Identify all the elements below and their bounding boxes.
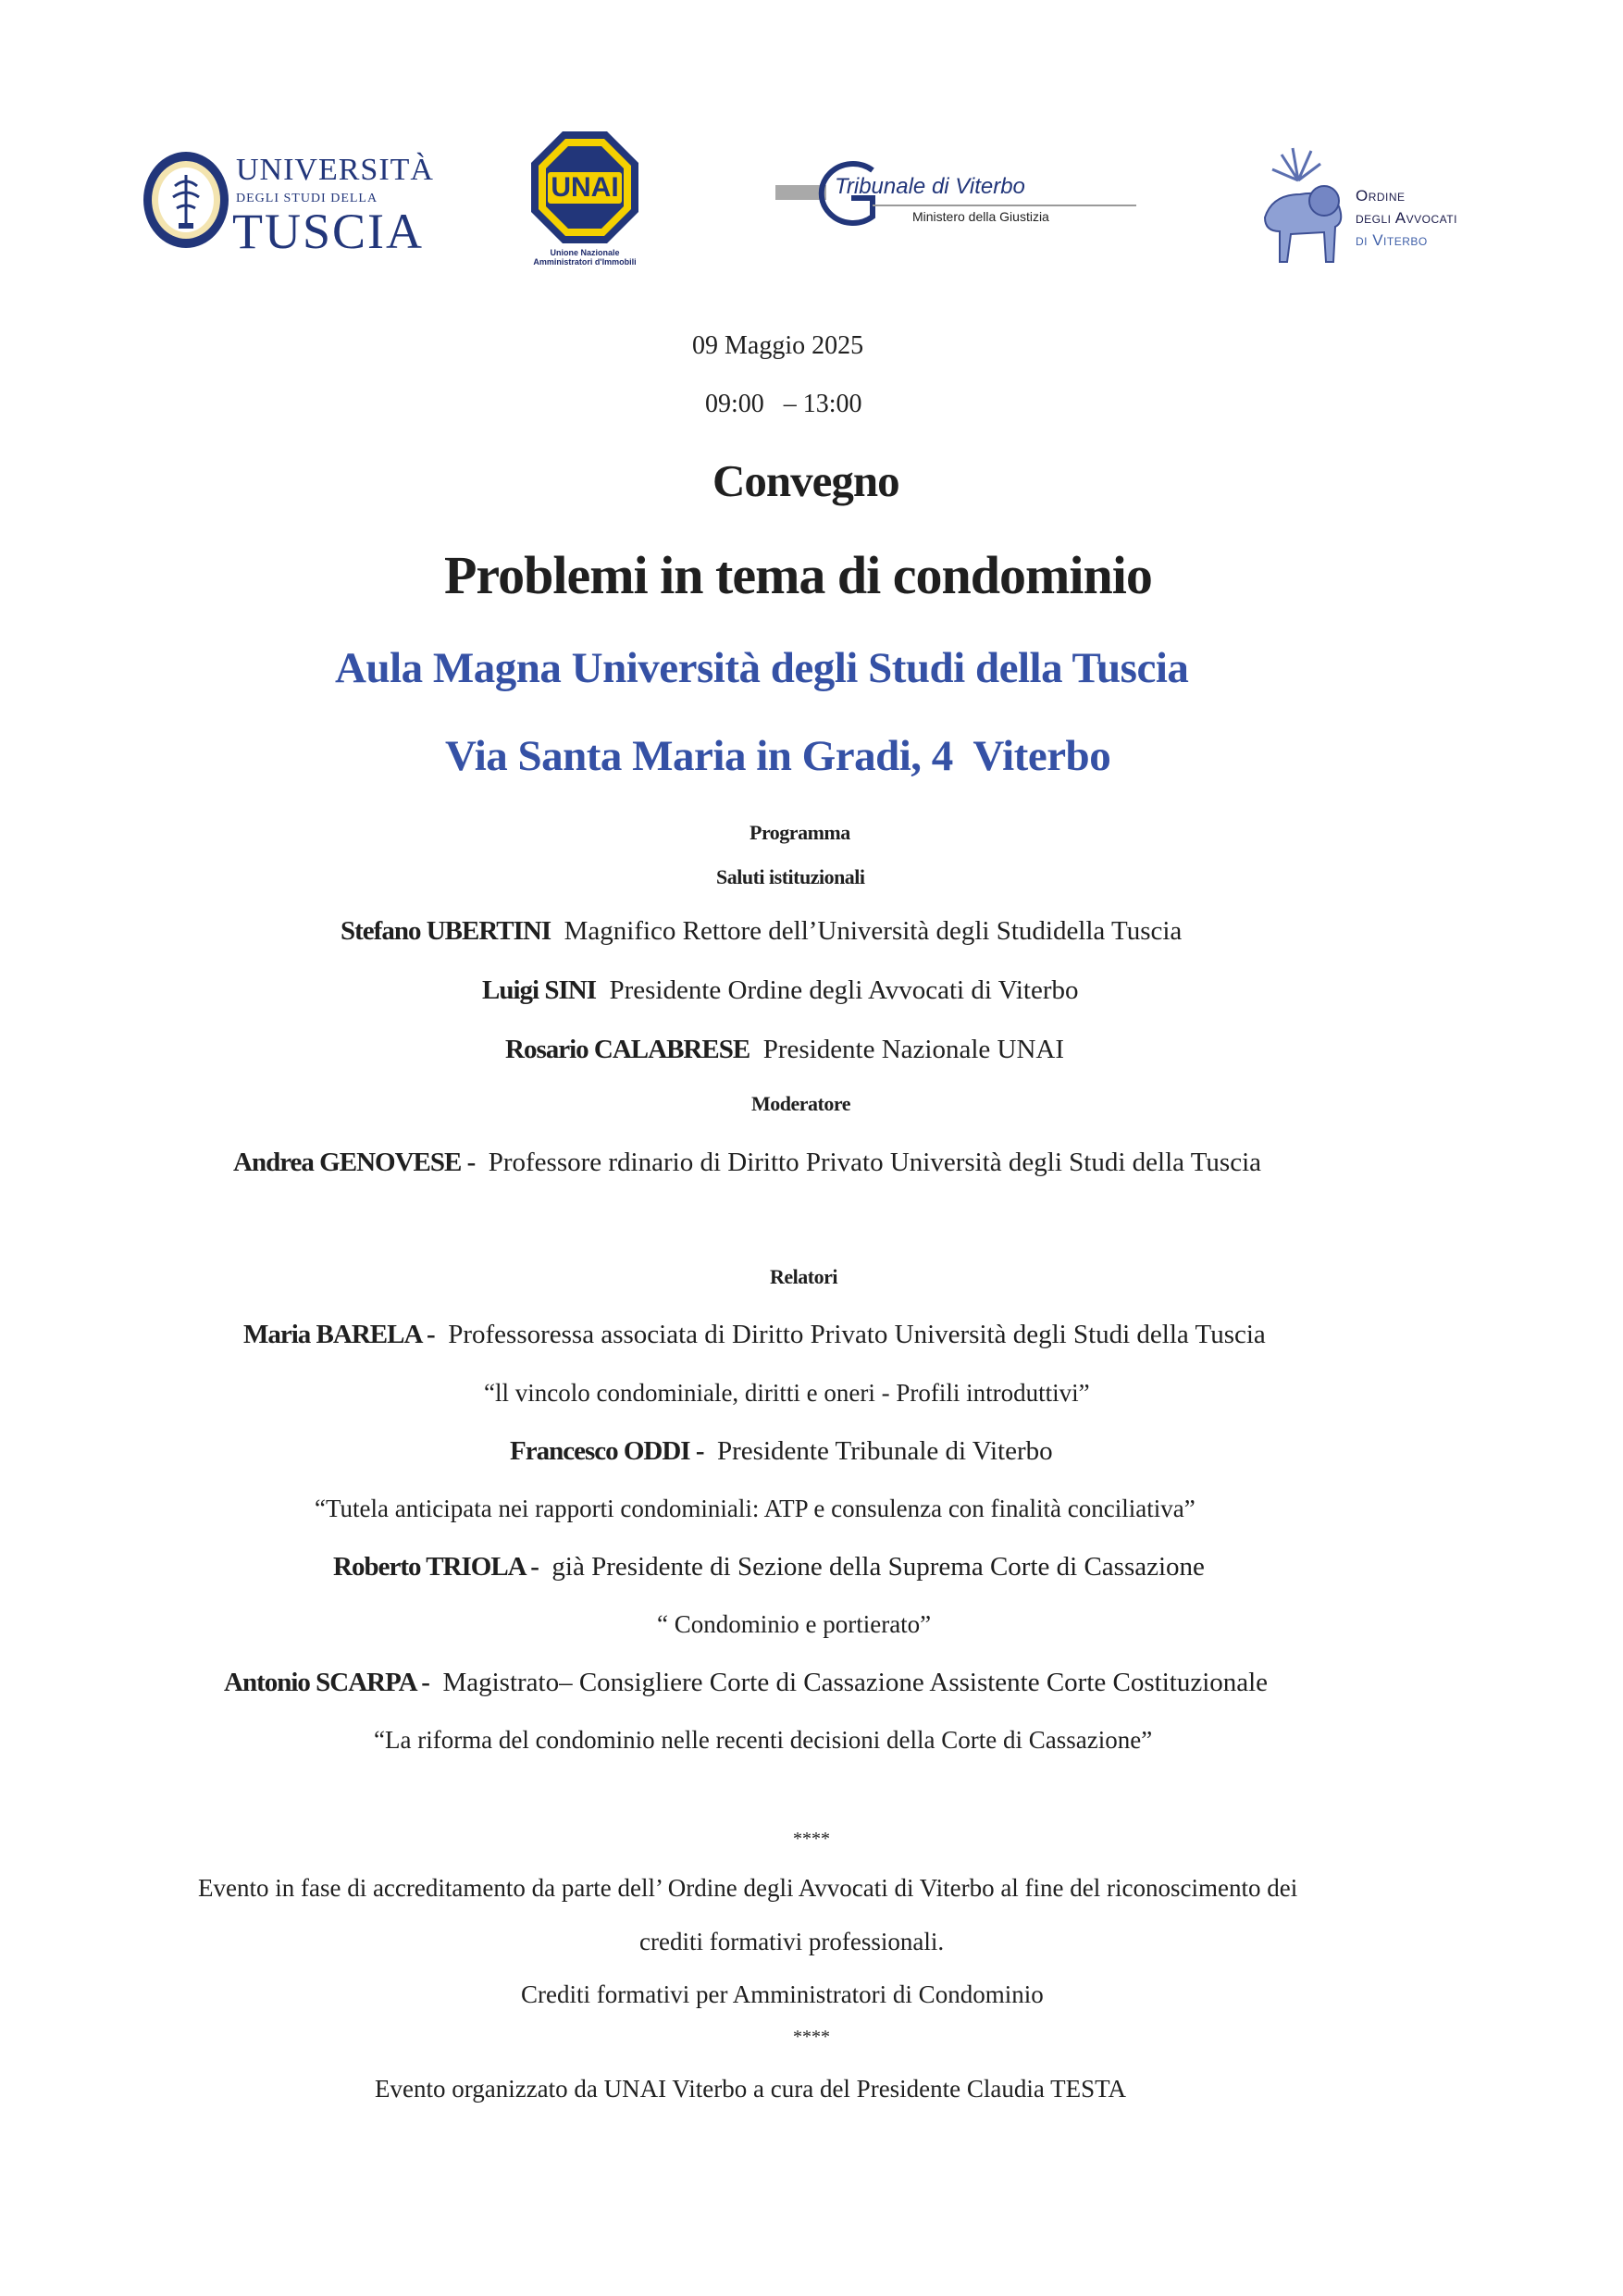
- program-heading: Programma: [750, 821, 850, 844]
- unai-sub1: Unione Nazionale: [550, 248, 620, 257]
- ordine-line2: degli Avvocati: [1356, 209, 1457, 227]
- unai-sub2: Amministratori d'Immobili: [533, 257, 637, 267]
- unitus-logo: [142, 142, 434, 259]
- unitus-line3: TUSCIA: [232, 204, 425, 259]
- greeting-row: [482, 975, 1078, 1006]
- speaker-talk: “Tutela anticipata nei rapporti condominiali: ATP e consulenza con finalità conciliativa”: [315, 1495, 1196, 1522]
- greeting-row: [505, 1035, 1064, 1065]
- speaker-role: Professoressa associata di Diritto Privato Università degli Studi della Tuscia: [448, 1320, 1266, 1349]
- moderator-row: [233, 1148, 1261, 1178]
- accreditation-line-2: crediti formativi professionali.: [639, 1928, 945, 1955]
- accreditation-line-1: Evento in fase di accreditamento da parte dell’ Ordine degli Avvocati di Viterbo al fine del riconoscimento dei: [198, 1874, 1298, 1902]
- greeting-name: Rosario CALABRESE: [505, 1035, 750, 1064]
- greeting-role: Magnifico Rettore dell’Università degli Studidella Tuscia: [564, 916, 1183, 946]
- speaker-role: già Presidente di Sezione della Suprema Corte di Cassazione: [551, 1552, 1205, 1582]
- separator: ****: [793, 1829, 830, 1849]
- ordine-line3: di Viterbo: [1356, 231, 1428, 249]
- credits-line: Crediti formativi per Amministratori di Condominio: [521, 1980, 1044, 2008]
- unai-mark: UNAI: [551, 172, 619, 203]
- moderator-heading: Moderatore: [751, 1092, 850, 1115]
- tribunale-ministry: Ministero della Giustizia: [912, 209, 1049, 224]
- speaker-name: Maria BARELA -: [243, 1320, 435, 1349]
- separator: ****: [793, 2027, 830, 2047]
- unitus-seal-icon: [142, 149, 230, 251]
- event-title: Problemi in tema di condominio: [444, 545, 1152, 605]
- greeting-name: Luigi SINI: [482, 975, 596, 1005]
- greeting-role: Presidente Ordine degli Avvocati di Viterbo: [609, 975, 1079, 1005]
- greetings-heading: Saluti istituzionali: [716, 865, 865, 888]
- speaker-role: Presidente Tribunale di Viterbo: [717, 1436, 1053, 1466]
- speaker-row: [333, 1552, 1205, 1582]
- tribunale-name: Tribunale di Viterbo: [835, 174, 1025, 199]
- greeting-name: Stefano UBERTINI: [341, 916, 551, 946]
- event-time: 09:00 – 13:00: [705, 390, 862, 418]
- event-type: Convegno: [712, 455, 899, 506]
- ordine-line1: Ordine: [1356, 187, 1406, 205]
- greeting-row: [341, 916, 1182, 947]
- moderator-role: Professore rdinario di Diritto Privato Università degli Studi della Tuscia: [488, 1148, 1261, 1177]
- speaker-name: Roberto TRIOLA -: [333, 1552, 539, 1582]
- unai-logo: [525, 130, 645, 273]
- speaker-name: Francesco ODDI -: [510, 1436, 704, 1466]
- speaker-name: Antonio SCARPA -: [224, 1668, 429, 1697]
- speaker-role: Magistrato– Consigliere Corte di Cassazione Assistente Corte Costituzionale: [442, 1668, 1269, 1697]
- event-date: 09 Maggio 2025: [692, 331, 864, 360]
- speaker-row: [243, 1320, 1266, 1350]
- unitus-line1: UNIVERSITÀ: [236, 153, 434, 187]
- speakers-heading: Relatori: [770, 1265, 837, 1288]
- speaker-row: [510, 1436, 1053, 1467]
- greeting-role: Presidente Nazionale UNAI: [762, 1035, 1065, 1064]
- event-venue: Aula Magna Università degli Studi della Tuscia: [335, 644, 1189, 692]
- tribunale-logo: [775, 157, 1136, 231]
- speaker-row: [224, 1668, 1268, 1698]
- speaker-talk: “La riforma del condominio nelle recenti decisioni della Corte di Cassazione”: [374, 1726, 1153, 1754]
- event-address: Via Santa Maria in Gradi, 4 Viterbo: [445, 732, 1111, 780]
- lion-palm-icon: [1254, 143, 1356, 268]
- organizer-line: Evento organizzato da UNAI Viterbo a cura del Presidente Claudia TESTA: [375, 2075, 1126, 2103]
- unitus-line2: DEGLI STUDI DELLA: [236, 192, 378, 205]
- speaker-talk: “ll vincolo condominiale, diritti e oneri - Profili introduttivi”: [484, 1379, 1090, 1407]
- ordine-avvocati-logo: [1254, 139, 1494, 268]
- speaker-talk: “ Condominio e portierato”: [657, 1610, 932, 1638]
- moderator-name: Andrea GENOVESE -: [233, 1148, 476, 1177]
